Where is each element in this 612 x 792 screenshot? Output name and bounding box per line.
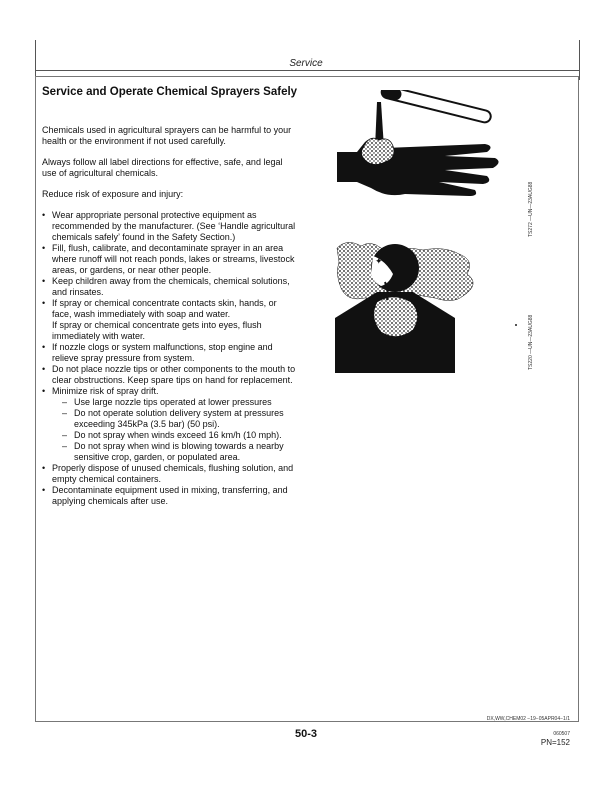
figure-label-ts220: TS220 —UN—23AUG88: [528, 314, 534, 370]
bullet-skin-contact-text: If spray or chemical concentrate contacts skin, hands, or face, wash immediately with soap and water.: [52, 298, 277, 319]
body-text: [42, 125, 297, 507]
safety-bullet-list: [42, 210, 297, 507]
bullet-eye-contact-text: If spray or chemical concentrate gets into eyes, flush immediately with water.: [52, 320, 262, 341]
bullet-children: • Keep children away from the chemicals, chemical solutions, and rinsates.: [42, 276, 297, 298]
chemical-on-hand-icon: [335, 90, 505, 205]
label-directions-paragraph: Always follow all label directions for effective, safe, and legal use of agricultural chemicals.: [42, 157, 283, 178]
bullet-spray-drift-text: Minimize risk of spray drift.: [52, 386, 159, 396]
drift-subitem: – Use large nozzle tips operated at lower pressures: [52, 397, 297, 408]
drift-sublist: [52, 397, 297, 463]
bullet-ppe: • Wear appropriate personal protective equipment as recommended by the manufacturer. (See ‘Handle agricultural chemicals safely’ found in the Safety Section.): [42, 210, 297, 243]
margin-tick-mark: [515, 324, 517, 326]
bullet-fill-flush: • Fill, flush, calibrate, and decontaminate sprayer in an area where runoff will not reach ponds, lakes or streams, livestock areas, or gardens, or near other people.: [42, 243, 297, 276]
reduce-risk-paragraph: Reduce risk of exposure and injury:: [42, 189, 184, 199]
bullet-nozzle-mouth: • Do not place nozzle tips or other components to the mouth to clear obstructions. Keep spare tips on hand for replacement.: [42, 364, 297, 386]
intro-paragraph: Chemicals used in agricultural sprayers can be harmful to your health or the environment if not used carefully.: [42, 125, 292, 146]
bullet-spray-drift: [42, 386, 297, 463]
figure-label-ts272: TS272 —UN—23AUG88: [528, 181, 534, 237]
drift-subitem: – Do not spray when wind is blowing towards a nearby sensitive crop, garden, or populated area.: [52, 441, 297, 463]
bullet-nozzle-clog: • If nozzle clogs or system malfunctions, stop engine and relieve spray pressure from system.: [42, 342, 297, 364]
date-code: 060507: [553, 731, 570, 737]
chemical-inhalation-icon: [335, 238, 485, 373]
document-code: DX,WW,CHEM02 −19−05APR04−1/1: [486, 716, 570, 722]
header-rule: [35, 70, 580, 71]
page-number: 50-3: [294, 728, 318, 740]
drift-subitem: – Do not operate solution delivery system at pressures exceeding 345kPa (3.5 bar) (50 psi).: [52, 408, 297, 430]
svg-text:✦: ✦: [375, 257, 383, 267]
bullet-decontaminate: • Decontaminate equipment used in mixing, transferring, and applying chemicals after use.: [42, 485, 297, 507]
bullet-skin-contact: [42, 298, 297, 342]
section-title: Service and Operate Chemical Sprayers Safely: [42, 86, 298, 98]
drift-subitem: – Do not spray when winds exceed 16 km/h (10 mph).: [52, 430, 297, 441]
bullet-dispose: • Properly dispose of unused chemicals, flushing solution, and empty chemical containers.: [42, 463, 297, 485]
running-header: Service: [289, 58, 323, 69]
pn-number: PN=152: [540, 738, 570, 747]
